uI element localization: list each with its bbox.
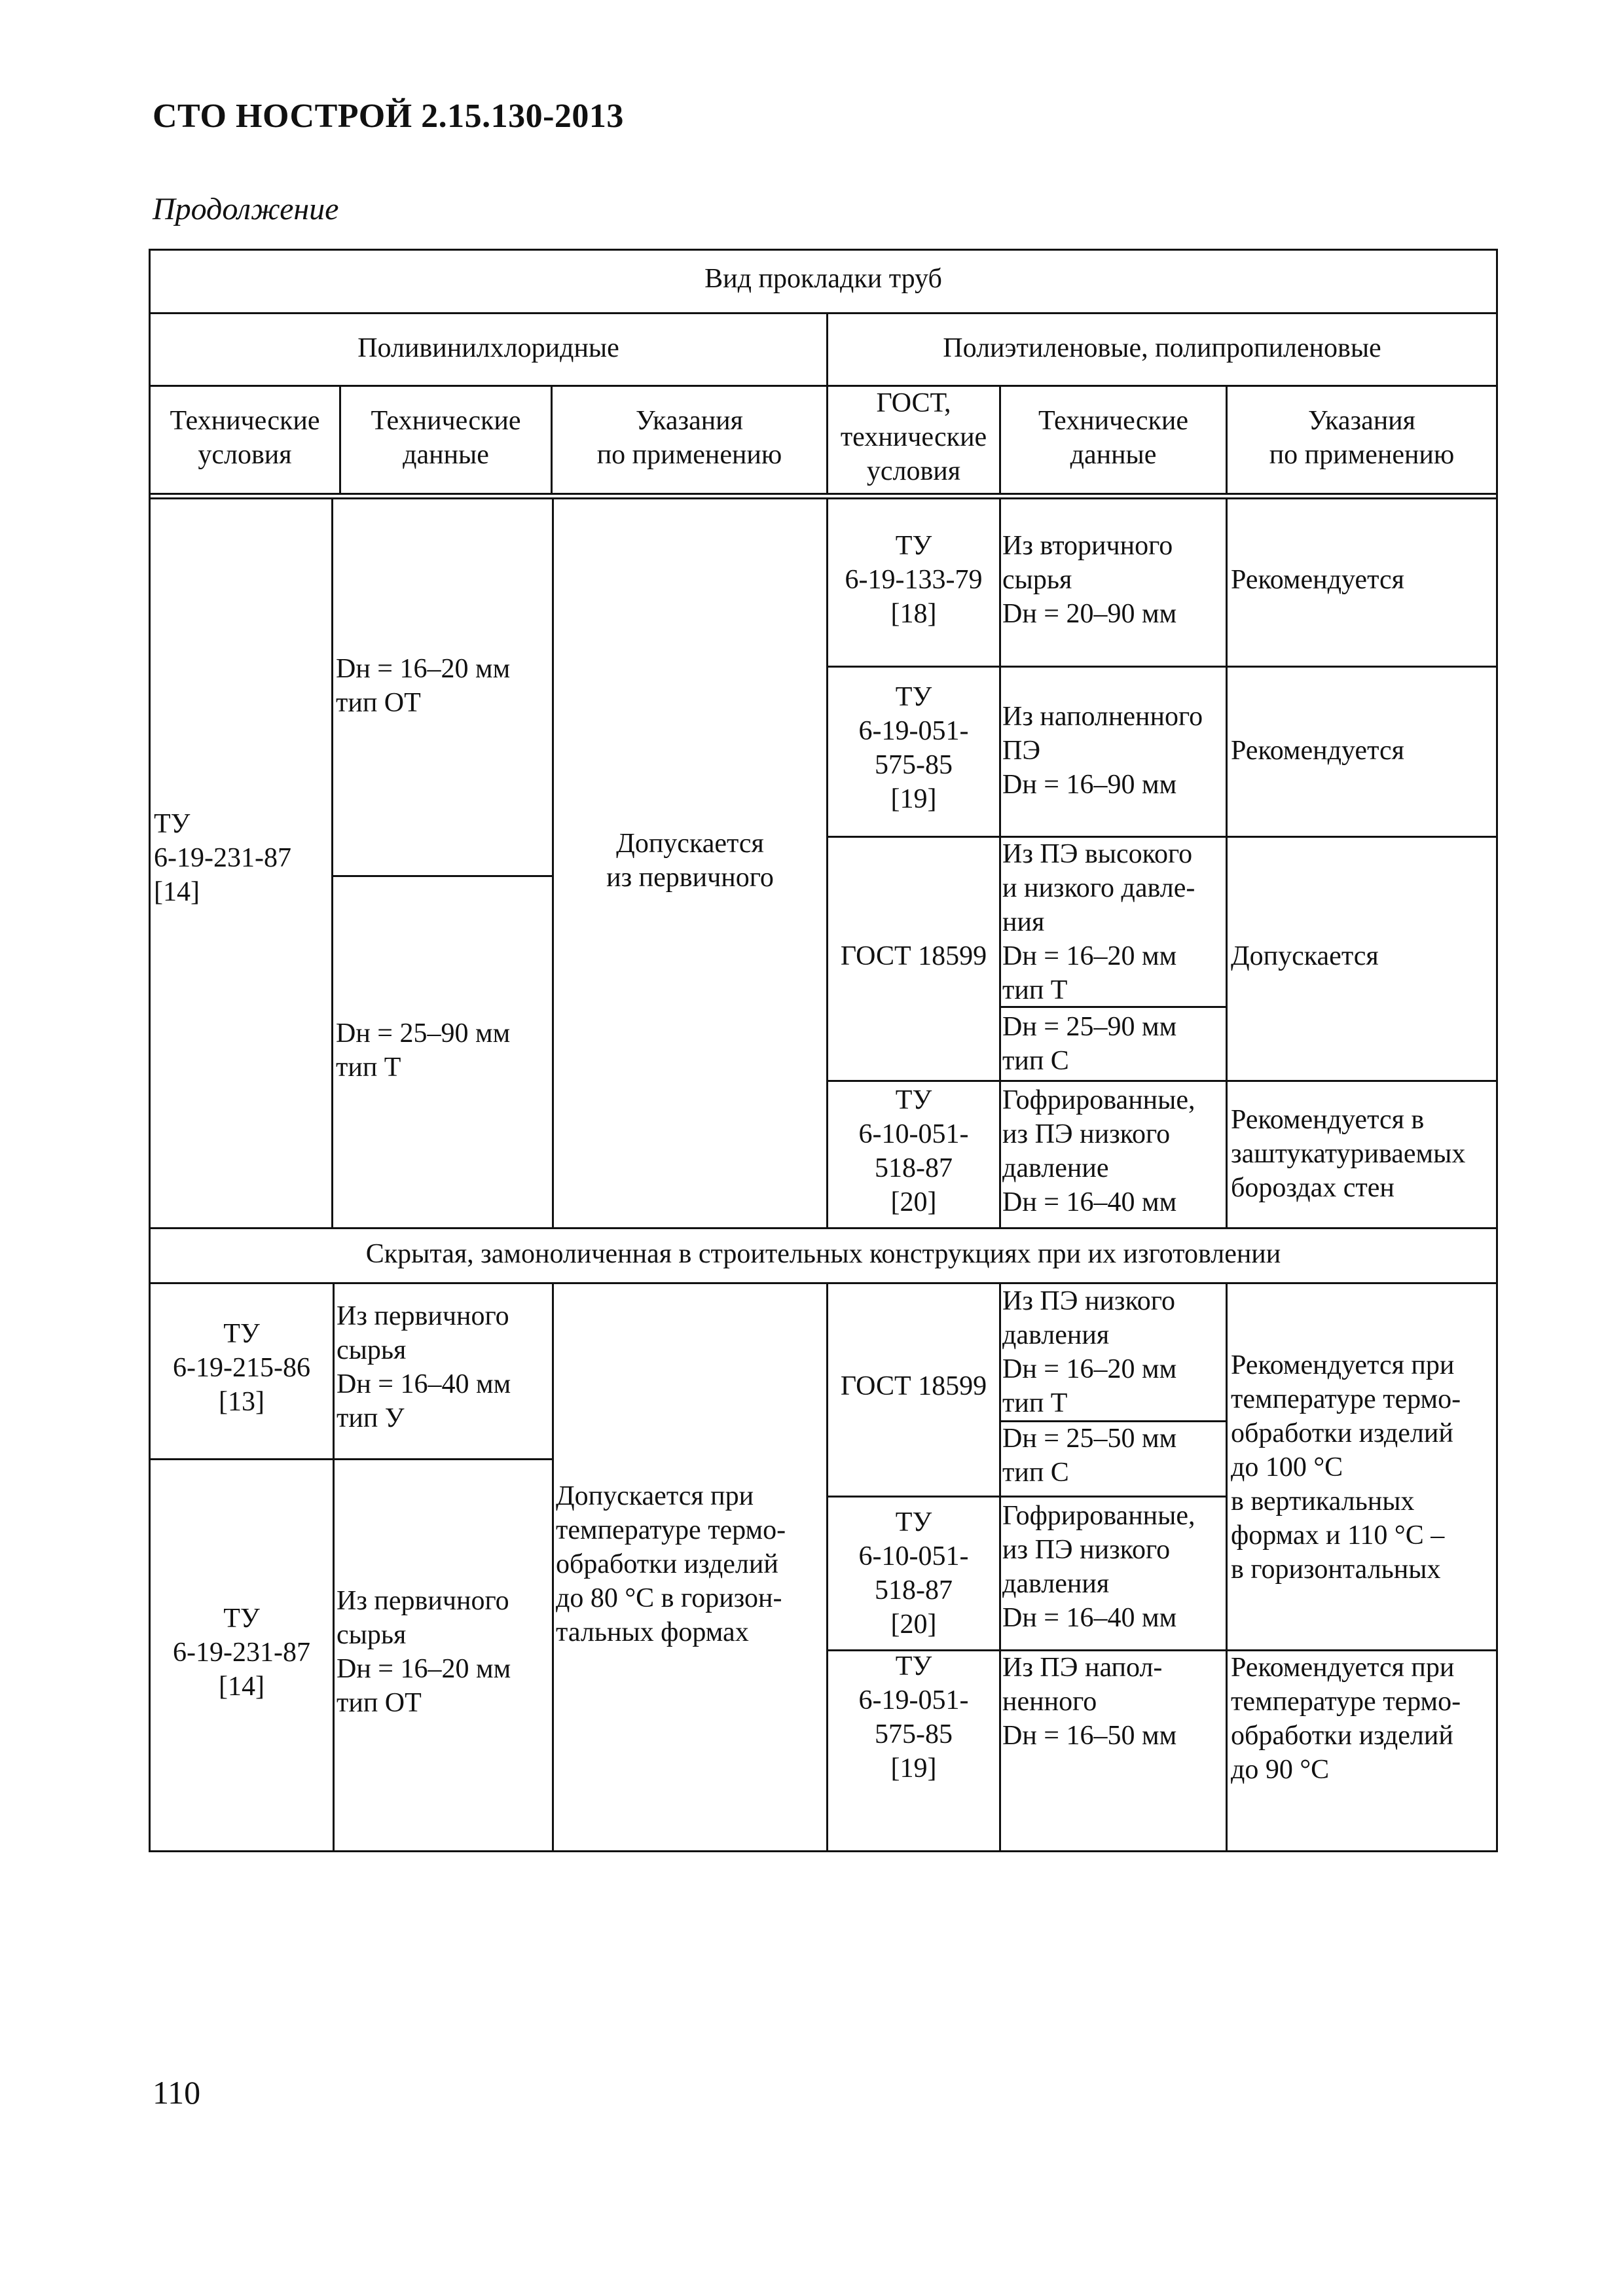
pe-tech-data: Dн = 25–90 мм тип С	[1002, 1012, 1177, 1076]
rule	[1496, 249, 1498, 1852]
column-header: Указания по применению	[596, 406, 782, 470]
rule	[149, 1227, 1498, 1229]
section-title: Скрытая, замоноличенная в строительных конструкциях при их изготовлении	[365, 1239, 1281, 1269]
rule	[333, 1282, 335, 1850]
column-header: Технические данные	[371, 406, 521, 470]
column-header: Технические условия	[170, 406, 320, 470]
rule	[826, 1496, 1228, 1498]
pe-spec: ТУ 6-10-051- 518-87 [20]	[858, 1085, 969, 1217]
pvc-usage: Допускается при температуре термо- обработки изделий до 80 °С в горизон- тальных формах	[556, 1481, 786, 1647]
column-header: Технические данные	[1038, 406, 1189, 470]
pvc-tech-data: Dн = 25–90 мм тип Т	[336, 1018, 511, 1083]
rule	[149, 385, 1498, 387]
rule	[999, 1282, 1001, 1850]
page-number: 110	[153, 2074, 201, 2111]
table-title: Вид прокладки труб	[704, 264, 942, 294]
rule	[149, 312, 1498, 314]
pe-spec: ГОСТ 18599	[840, 1371, 987, 1401]
pe-spec: ТУ 6-19-051- 575-85 [19]	[858, 682, 969, 814]
pvc-tech-data: Dн = 16–20 мм тип ОТ	[336, 654, 511, 718]
pe-usage: Рекомендуется при температуре термо- обработки изделий до 90 °С	[1231, 1653, 1461, 1785]
pvc-spec: ТУ 6-19-215-86 [13]	[173, 1319, 310, 1417]
rule	[149, 249, 1498, 251]
pe-usage: Рекомендуется при температуре термо- обработки изделий до 100 °С в вертикальных формах и 110 °С – в горизонтальных	[1231, 1350, 1461, 1585]
pe-tech-data: Из наполненного ПЭ Dн = 16–90 мм	[1002, 702, 1203, 800]
group-header-pe: Полиэтиленовые, полипропиленовые	[943, 333, 1381, 363]
group-header-pvc: Поливинилхлоридные	[357, 333, 619, 363]
pe-usage: Допускается	[1231, 941, 1379, 971]
column-header: ГОСТ, технические условия	[840, 388, 987, 486]
column-header: Указания по применению	[1269, 406, 1455, 470]
pe-tech-data: Гофрированные, из ПЭ низкого давления Dн = 16–40 мм	[1002, 1501, 1195, 1633]
rule	[826, 666, 1498, 668]
rule	[333, 875, 553, 877]
pe-spec: ТУ 6-10-051- 518-87 [20]	[858, 1507, 969, 1640]
pvc-spec: ТУ 6-19-231-87 [14]	[173, 1604, 310, 1702]
rule	[552, 1282, 554, 1850]
rule	[999, 497, 1001, 1227]
pvc-tech-data: Из первичного сырья Dн = 16–20 мм тип ОТ	[337, 1586, 511, 1718]
rule	[149, 497, 1498, 499]
pvc-tech-data: Из первичного сырья Dн = 16–40 мм тип У	[337, 1301, 511, 1433]
pe-tech-data: Из вторичного сырья Dн = 20–90 мм	[1002, 531, 1177, 629]
rule	[1226, 497, 1228, 1227]
rule	[149, 1458, 554, 1460]
pe-spec: ГОСТ 18599	[840, 941, 987, 971]
pvc-spec: ТУ 6-19-231-87 [14]	[154, 809, 291, 907]
rule	[149, 1282, 1498, 1284]
pe-usage: Рекомендуется	[1231, 565, 1404, 595]
rule	[1226, 1282, 1228, 1850]
pe-usage: Рекомендуется в заштукатуриваемых бороздах стен	[1231, 1105, 1466, 1203]
pe-spec: ТУ 6-19-133-79 [18]	[845, 531, 983, 629]
pe-tech-data: Гофрированные, из ПЭ низкого давление Dн = 16–40 мм	[1002, 1085, 1195, 1217]
pvc-usage: Допускается из первичного	[606, 829, 774, 893]
pe-tech-data: Из ПЭ высокого и низкого давле- ния Dн = 16–20 мм тип Т	[1002, 839, 1195, 1005]
rule	[149, 1850, 1498, 1852]
pe-tech-data: Из ПЭ низкого давления Dн = 16–20 мм тип Т	[1002, 1286, 1177, 1418]
pe-usage: Рекомендуется	[1231, 736, 1404, 766]
rule	[826, 1080, 1498, 1082]
document-code: СТО НОСТРОЙ 2.15.130-2013	[153, 98, 624, 135]
rule	[331, 497, 333, 1227]
pe-tech-data: Dн = 25–50 мм тип С	[1002, 1424, 1177, 1488]
pe-spec: ТУ 6-19-051- 575-85 [19]	[858, 1651, 969, 1784]
continuation-label: Продолжение	[153, 192, 339, 226]
rule	[149, 493, 1498, 495]
pe-tech-data: Из ПЭ напол- ненного Dн = 16–50 мм	[1002, 1653, 1177, 1751]
